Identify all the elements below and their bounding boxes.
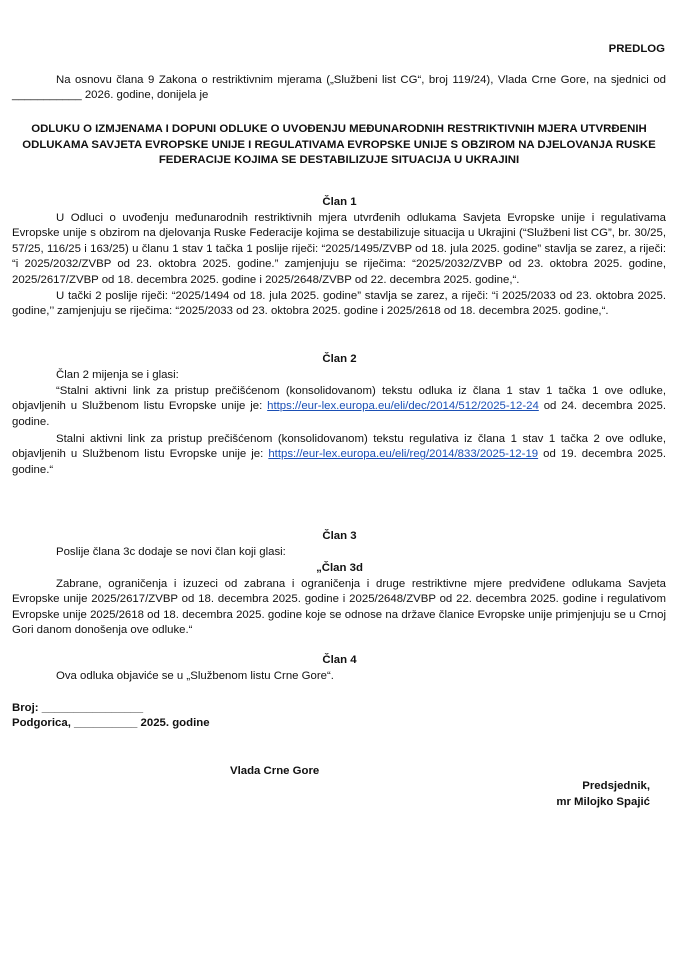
article-1-paragraph-2: U tački 2 poslije riječi: “2025/1494 od 18. jula 2025. godine” stavlja se zarez, a riječi: “i 2025/2033 od 23. oktobra 2025. godine,’’ zamjenjuju se riječima: “2025/2033 od 23. oktobra 2025. godine i 2025/2618 od 18. decembra 2025. godine,“. (12, 290, 666, 318)
signatory-role: Predsjednik, (582, 780, 650, 792)
place-date: Podgorica, __________ 2025. godine (12, 717, 210, 729)
reference-number: Broj: ________________ (12, 702, 144, 714)
article-1-paragraph-1: U Odluci o uvođenju međunarodnih restriktivnih mjera utvrđenih odlukama Savjeta Evropske unije i regulativama Evropske unije s obzirom na djelovanja Ruske Federacije kojima se destabilizuje situacija u Ukrajini (“Službeni list CG”, br. 30/25, 57/25, 116/25 i 163/25) u članu 1 stav 1 tačka 1 poslije riječi: “2025/1495/ZVBP od 18. jula 2025. godine” stavlja se zarez, a riječi: “i 2025/2032/ZVBP od 23. oktobra 2025. godine.” zamjenjuju se riječima: “2025/2032/ZVBP od 23. oktobra 2025. godine, 2025/2617/ZVBP od 18. decembra 2025. godine i 2025/2648/ZVBP od 22. decembra 2025. godine,“. (12, 212, 666, 286)
article-2-paragraph-3-text: Stalni aktivni link za pristup prečišćenom (konsolidovanom) tekstu regulativa iz člana 1 stav 1 tačka 2 ove odluke, objavljenih u Službenom listu Evropske unije je: (12, 433, 666, 461)
signatory-name: mr Milojko Spajić (556, 796, 650, 808)
article-2-heading: Član 2 (322, 353, 357, 365)
eur-lex-decision-link[interactable]: https://eur-lex.europa.eu/eli/dec/2014/512/2025-12-24 (267, 400, 539, 413)
article-4-heading: Član 4 (322, 654, 357, 666)
intro-paragraph: Na osnovu člana 9 Zakona o restriktivnim mjerama („Službeni list CG“, broj 119/24), Vlada Crne Gore, na sjednici od ___________ 2026. godine, donijela je (12, 74, 666, 102)
article-1-heading: Član 1 (322, 196, 357, 208)
article-2-paragraph-2-text: “Stalni aktivni link za pristup prečišćenom (konsolidovanom) tekstu odluka iz člana 1 stav 1 tačka 1 ove odluke, objavljenih u Službenom listu Evropske unije je: (12, 385, 666, 413)
eur-lex-regulation-link[interactable]: https://eur-lex.europa.eu/eli/reg/2014/833/2025-12-19 (268, 448, 539, 461)
article-3-paragraph-1: Poslije člana 3c dodaje se novi član koji glasi: (56, 546, 286, 558)
draft-label: PREDLOG (608, 43, 665, 55)
article-2-paragraph-3-tail: od 19. decembra 2025. godine.“ (12, 448, 666, 476)
article-2-paragraph-2-tail: od 24. decembra 2025. godine. (12, 400, 666, 428)
decision-title: ODLUKU O IZMJENAMA I DOPUNI ODLUKE O UVOĐENJU MEĐUNARODNIH RESTRIKTIVNIH MJERA UTVRĐENIH ODLUKAMA SAVJETA EVROPSKE UNIJE I REGULATIVAMA EVROPSKE UNIJE S OBZIROM NA DJELOVANJA RUSKE FEDERACIJE KOJIMA SE DESTABILIZUJE SITUACIJA U UKRAJINI (22, 123, 656, 167)
article-2-paragraph-2 (12, 384, 666, 430)
article-3-paragraph-2: Zabrane, ograničenja i izuzeci od zabrana i ograničenja i druge restriktivne mjere predviđene odlukama Savjeta Evropske unije 2025/2617/ZVBP od 18. decembra 2025. godine i 2025/2648/ZVBP od 22. decembra 2025. godine i regulativom Evropske unije 2025/2618 od 18. decembra 2025. godine koje se odnose na države članice Evropske unije primjenjuju se u Crnoj Gori danom donošenja ove odluke.“ (12, 578, 666, 637)
government-name: Vlada Crne Gore (230, 765, 320, 777)
article-2-paragraph-1: Član 2 mijenja se i glasi: (56, 369, 179, 381)
article-3d-heading: „Član 3d (316, 562, 363, 574)
article-3-heading: Član 3 (322, 530, 357, 542)
article-2-paragraph-3 (12, 432, 666, 478)
article-4-paragraph-1: Ova odluka objaviće se u „Službenom listu Crne Gore“. (56, 670, 334, 682)
